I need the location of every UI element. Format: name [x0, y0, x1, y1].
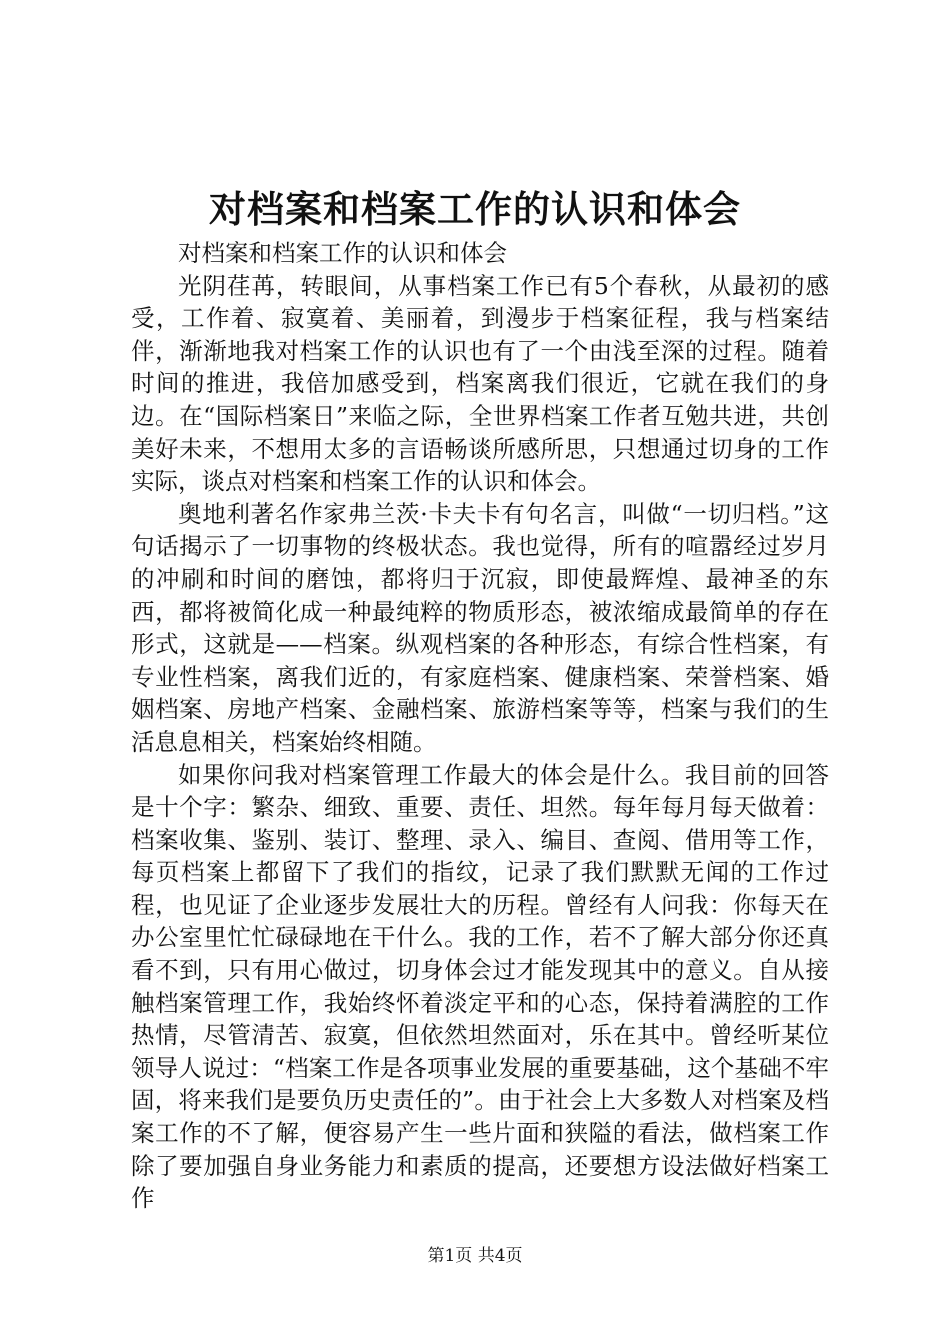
paragraph: 光阴荏苒，转眼间，从事档案工作已有5个春秋，从最初的感受，工作着、寂寞着、美丽着，到漫步于档案征程，我与档案结伴，渐渐地我对档案工作的认识也有了一个由浅至深的过程。随着时间的推进，我倍加感受到，档案离我们很近，它就在我们的身边。在“国际档案日”来临之际，全世界档案工作者互勉共进，共创美好未来，不想用太多的言语畅谈所感所思，只想通过切身的工作实际，谈点对档案和档案工作的认识和体会。: [131, 271, 829, 496]
document-body: [131, 237, 829, 1215]
document-title: 对档案和档案工作的认识和体会: [209, 187, 741, 231]
paragraph: 奥地利著名作家弗兰茨·卡夫卡有句名言，叫做“一切归档。”这句话揭示了一切事物的终极状态。我也觉得，所有的喧嚣经过岁月的冲刷和时间的磨蚀，都将归于沉寂，即使最辉煌、最神圣的东西，都将被简化成一种最纯粹的物质形态，被浓缩成最简单的存在形式，这就是——档案。纵观档案的各种形态，有综合性档案，有专业性档案，离我们近的，有家庭档案、健康档案、荣誉档案、婚姻档案、房地产档案、金融档案、旅游档案等等，档案与我们的生活息息相关，档案始终相随。: [131, 499, 829, 756]
paragraph: 如果你问我对档案管理工作最大的体会是什么。我目前的回答是十个字：繁杂、细致、重要、责任、坦然。每年每月每天做着：档案收集、鉴别、装订、整理、录入、编目、查阅、借用等工作，每页档案上都留下了我们的指纹，记录了我们默默无闻的工作过程，也见证了企业逐步发展壮大的历程。曾经有人问我：你每天在办公室里忙忙碌碌地在干什么。我的工作，若不了解大部分你还真看不到，只有用心做过，切身体会过才能发现其中的意义。自从接触档案管理工作，我始终怀着淡定平和的心态，保持着满腔的工作热情，尽管清苦、寂寞，但依然坦然面对，乐在其中。曾经听某位领导人说过：“档案工作是各项事业发展的重要基础，这个基础不牢固，将来我们是要负历史责任的”。由于社会上大多数人对档案及档案工作的不了解，便容易产生一些片面和狭隘的看法，做档案工作除了要加强自身业务能力和素质的提高，还要想方设法做好档案工作: [131, 760, 829, 1213]
subtitle-line: 对档案和档案工作的认识和体会: [178, 239, 507, 267]
page-number-footer: 第1页 共4页: [427, 1246, 523, 1266]
